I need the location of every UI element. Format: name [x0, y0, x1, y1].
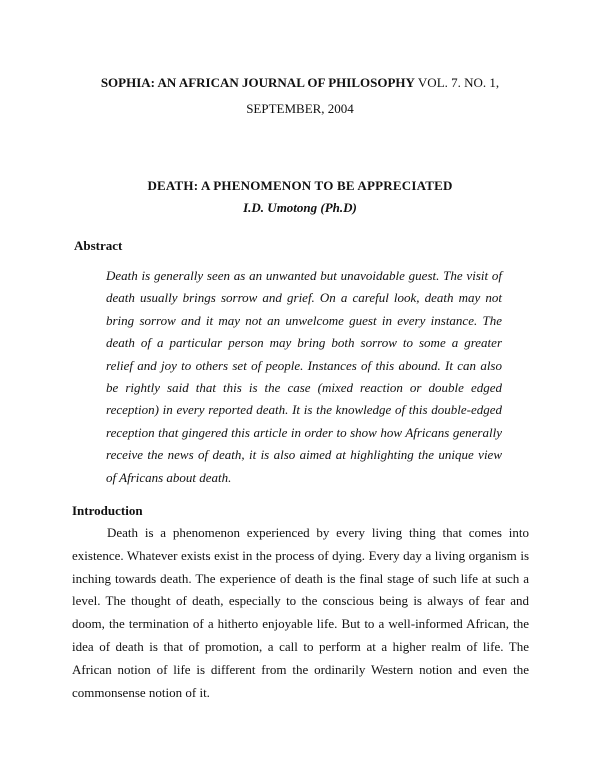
- abstract-line: bring sorrow and it may not an unwelcome guest in every instance. The: [106, 312, 502, 328]
- abstract-line: Death is generally seen as an unwanted but unavoidable guest. The visit of: [106, 268, 502, 283]
- journal-volume: VOL. 7. NO. 1,: [417, 75, 500, 90]
- abstract-body: [106, 265, 502, 489]
- abstract-line: death of a particular person may bring both sorrow to some a greater: [106, 335, 502, 351]
- article-author: I.D. Umotong (Ph.D): [243, 200, 357, 215]
- abstract-line: of Africans about death.: [106, 469, 232, 485]
- abstract-line: receive the news of death, it is also aimed at highlighting the unique view: [106, 447, 502, 463]
- introduction-line: doom, the termination of a hitherto enjoyable life. But to a well-informed African, the: [72, 616, 529, 632]
- article-title: DEATH: A PHENOMENON TO BE APPRECIATED: [147, 178, 453, 193]
- introduction-line: commonsense notion of it.: [72, 684, 210, 700]
- abstract-line: be rightly said that this is the case (mixed reaction or double edged: [106, 380, 502, 396]
- journal-line-1: [60, 70, 540, 96]
- introduction-body: [72, 522, 529, 704]
- introduction-line: inching towards death. The experience of death is the final stage of such life at such a: [72, 570, 529, 586]
- abstract-line: relief and joy to others set of people. Instances of this abound. It can also: [106, 357, 502, 373]
- introduction-line: level. The thought of death, especially to the conscious being is always of fear and: [72, 593, 529, 609]
- journal-header: [60, 70, 540, 122]
- introduction-heading: Introduction: [72, 503, 143, 518]
- journal-date: SEPTEMBER, 2004: [246, 101, 354, 116]
- introduction-line: existence. Whatever exists exist in the process of dying. Every day a living organism is: [72, 547, 529, 563]
- abstract-line: reception) in every reported death. It is the knowledge of this double-edged: [106, 402, 502, 418]
- introduction-line: Death is a phenomenon experienced by every living thing that comes into: [107, 525, 529, 540]
- abstract-line: death usually brings sorrow and grief. On a careful look, death may not: [106, 290, 502, 306]
- introduction-line: idea of death is that of promotion, a call to perform at a higher realm of life. The: [72, 638, 529, 654]
- abstract-line: reception that gingered this article in order to show how Africans generally: [106, 424, 502, 440]
- abstract-heading: Abstract: [74, 238, 123, 253]
- introduction-line: African notion of life is different from the ordinarily Western notion and even the: [72, 661, 529, 677]
- journal-name: SOPHIA: AN AFRICAN JOURNAL OF PHILOSOPHY: [100, 75, 415, 90]
